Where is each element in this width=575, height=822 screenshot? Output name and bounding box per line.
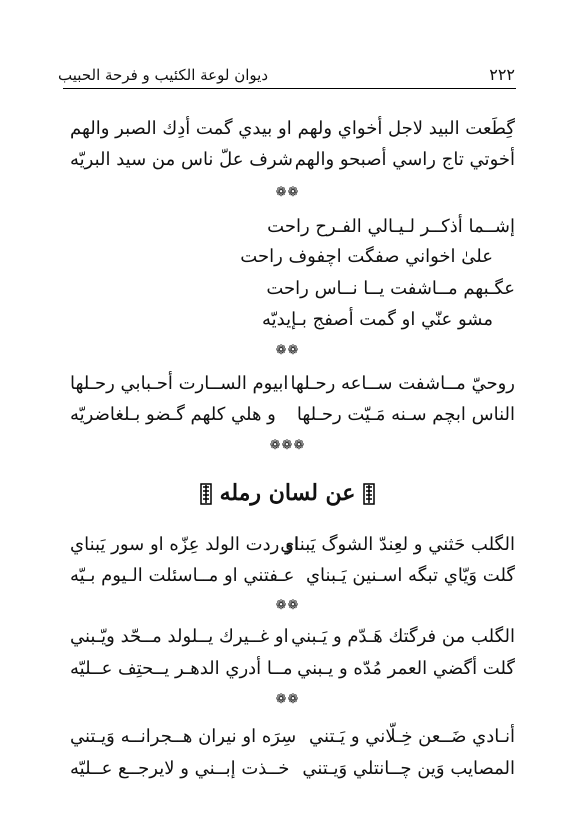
- verse-left: شرف علّ ناس من سيد البريّه: [70, 149, 293, 170]
- verse-right: گلت أگضي العمر مُدّه و يـبني: [297, 658, 515, 679]
- verse-left: او ردت الولد عِزّه او سور يَبناي: [70, 534, 299, 555]
- stanza-separator: ❁❁: [275, 598, 300, 613]
- verse-left: ابيوم الســارت أحـبابي رحـلها: [70, 373, 289, 394]
- ornament-icon: [200, 483, 212, 505]
- verse-right: گلت وَيّاي تبگه اسـنين يَـبناي: [305, 565, 515, 586]
- verse-right: الگلب من فرگتك هَـدّم و يَـبني: [291, 626, 515, 647]
- verse-right: الگلب حَثني و لعِندّ الشوگ يَبناي: [280, 534, 515, 555]
- running-header-title: ديوان لوعة الكئيب و فرحة الحبيب: [58, 66, 268, 84]
- verse-left: او بيدي گمت أدِك الصبر والهم: [70, 118, 292, 139]
- section-heading: [0, 478, 575, 508]
- ornament-icon: [363, 483, 375, 505]
- stanza-separator: ❁❁: [275, 343, 300, 358]
- verse-right: أنـادي ضَــعن خِـلّاني و يَـتني: [309, 726, 515, 747]
- stanza-separator: ❁❁: [275, 692, 300, 707]
- verse-line: مشو عنّي او گمت أصفج بـإيديّه: [261, 309, 493, 330]
- header-rule: [63, 88, 516, 89]
- verse-line: إشــما أذكــر لـيـالي الفـرح راحت: [267, 216, 515, 237]
- section-title-text: عن لسان رمله: [219, 480, 356, 506]
- verse-right: الناس ابچم سـنه مَـيّت رحـلها: [296, 404, 515, 425]
- verse-left: مــا أدري الدهـر يــحتِف عــليّه: [70, 658, 293, 679]
- verse-right: گِطَعت البيد لاجل أخواي ولهم: [297, 118, 515, 139]
- stanza-separator: ❁❁❁: [269, 438, 306, 453]
- verse-right: المصايب وَين چــانتلي وَيـتني: [302, 758, 515, 779]
- verse-right: أخوتي تاج راسي أصبحو والهم: [294, 149, 515, 170]
- verse-line: عگـبهم مــاشفت يــا نــاس راحت: [266, 278, 515, 299]
- stanza-separator: ❁❁: [275, 185, 300, 200]
- verse-left: خــذت إبــني و لايرجــع عــليّه: [70, 758, 290, 779]
- verse-left: سِرَه او نيران هــجرانــه وَيـتني: [70, 726, 297, 747]
- verse-line: علىٰ اخواني صفگت اچفوف راحت: [240, 246, 493, 267]
- verse-left: و هلي كلهم گـضو بـلغاضريّه: [70, 404, 276, 425]
- page-number: ٢٢٢: [489, 65, 515, 84]
- verse-left: او غــيرك يــلولد مــحّد ويّـبني: [70, 626, 289, 647]
- verse-left: عـفتني او مــاسئلت الـيوم بـيّه: [70, 565, 295, 586]
- verse-right: روحيّ مــاشفت ســاعه رحـلها: [290, 373, 515, 394]
